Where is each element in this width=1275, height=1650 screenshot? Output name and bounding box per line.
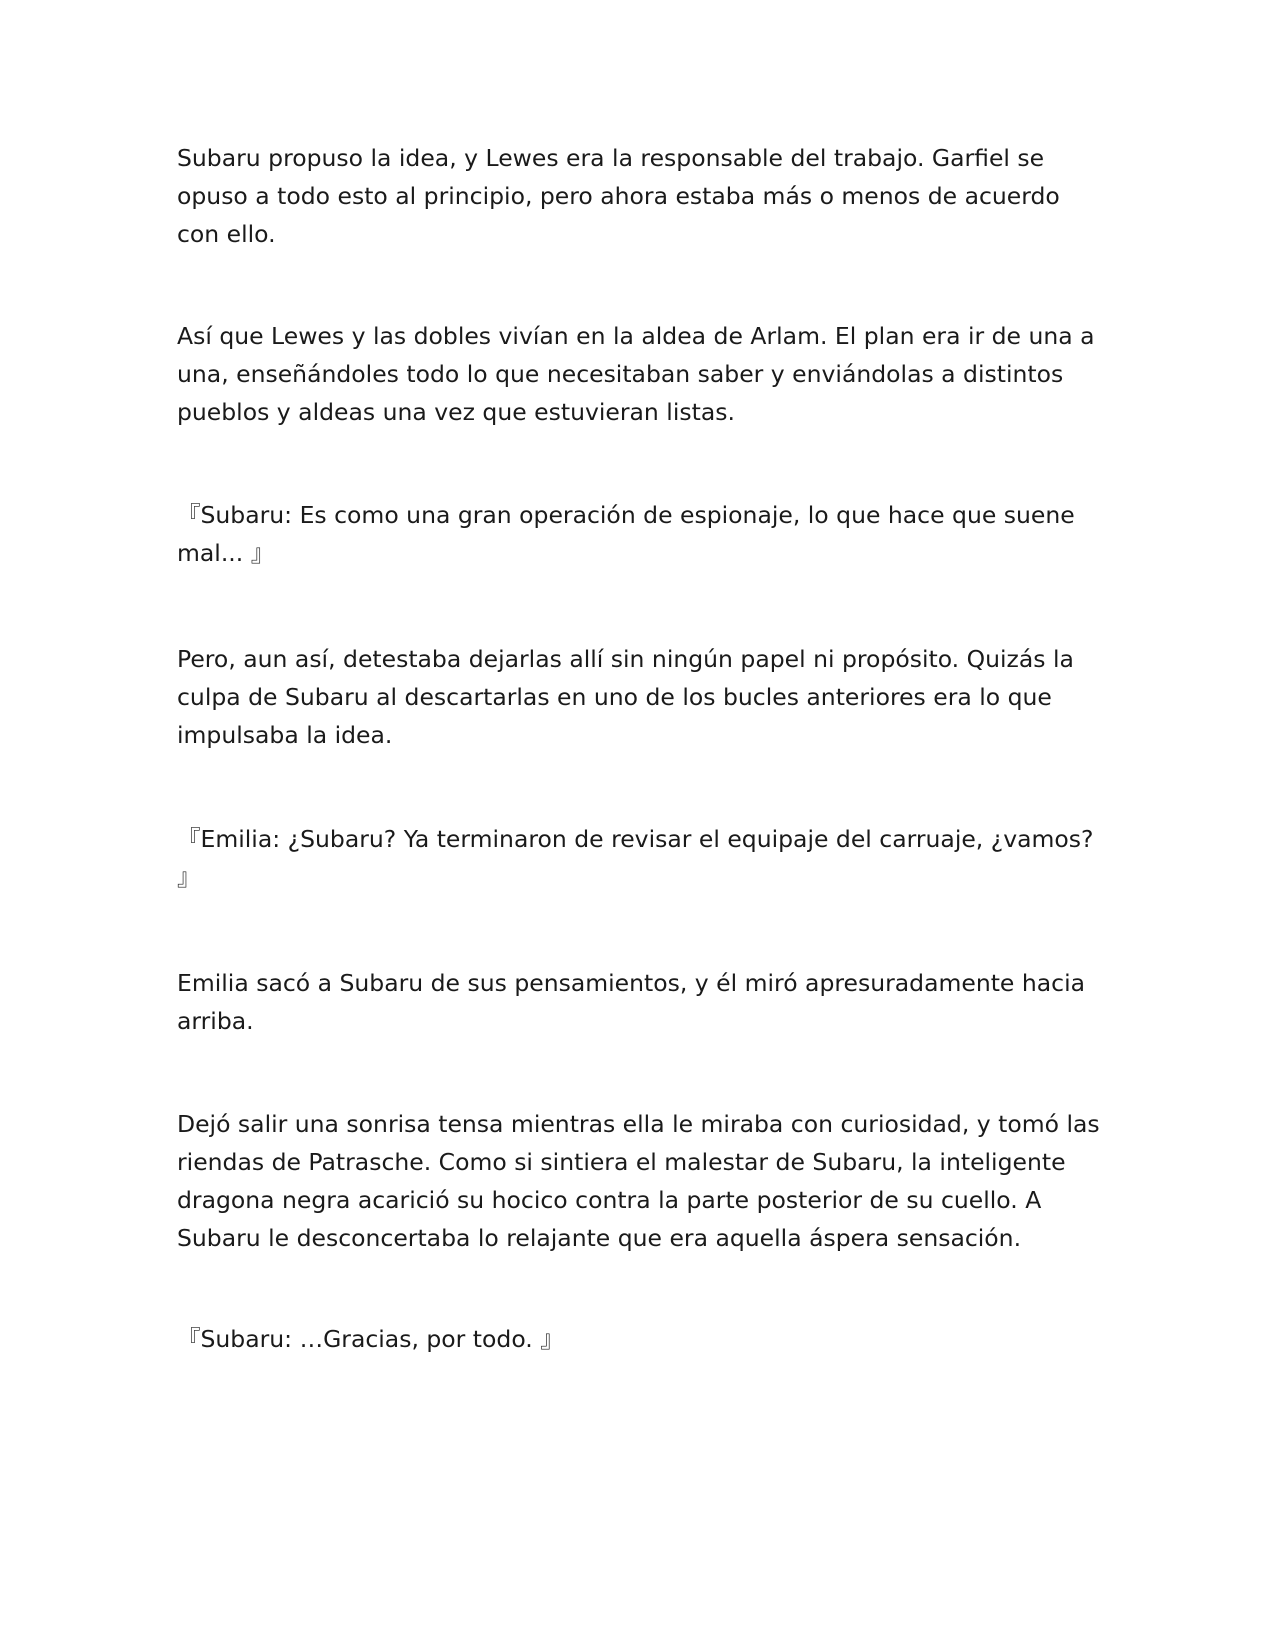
- dialogue-subaru-espionaje: 『Subaru: Es como una gran operación de espionaje, lo que hace que suene mal... 』: [177, 501, 1075, 567]
- dialogue-emilia-carruaje: 『Emilia: ¿Subaru? Ya terminaron de revisar el equipaje del carruaje, ¿vamos? 』: [177, 825, 1094, 891]
- paragraph-sonrisa-tensa: Dejó salir una sonrisa tensa mientras ella le miraba con curiosidad, y tomó las riendas de Patrasche. Como si sintiera el malestar de Subaru, la inteligente dragona negra acarició su hocico contra la parte posterior de su cuello. A Subaru le desconcertaba lo relajante que era aquella áspera sensación.: [177, 1110, 1100, 1252]
- paragraph-emilia-saco: Emilia sacó a Subaru de sus pensamientos, y él miró apresuradamente hacia arriba.: [177, 969, 1086, 1035]
- paragraph-pero-aun-asi: Pero, aun así, detestaba dejarlas allí sin ningún papel ni propósito. Quizás la culpa de Subaru al descartarlas en uno de los bucles anteriores era lo que impulsaba la idea.: [177, 645, 1074, 749]
- paragraph-subaru-propuso: Subaru propuso la idea, y Lewes era la responsable del trabajo. Garfiel se opuso a todo esto al principio, pero ahora estaba más o menos de acuerdo con ello.: [177, 144, 1060, 248]
- dialogue-subaru-gracias: 『Subaru: …Gracias, por todo. 』: [177, 1325, 564, 1353]
- paragraph-lewes-dobles: Así que Lewes y las dobles vivían en la aldea de Arlam. El plan era ir de una a una, enseñándoles todo lo que necesitaban saber y enviándolas a distintos pueblos y aldeas una vez que estuvieran listas.: [177, 322, 1095, 426]
